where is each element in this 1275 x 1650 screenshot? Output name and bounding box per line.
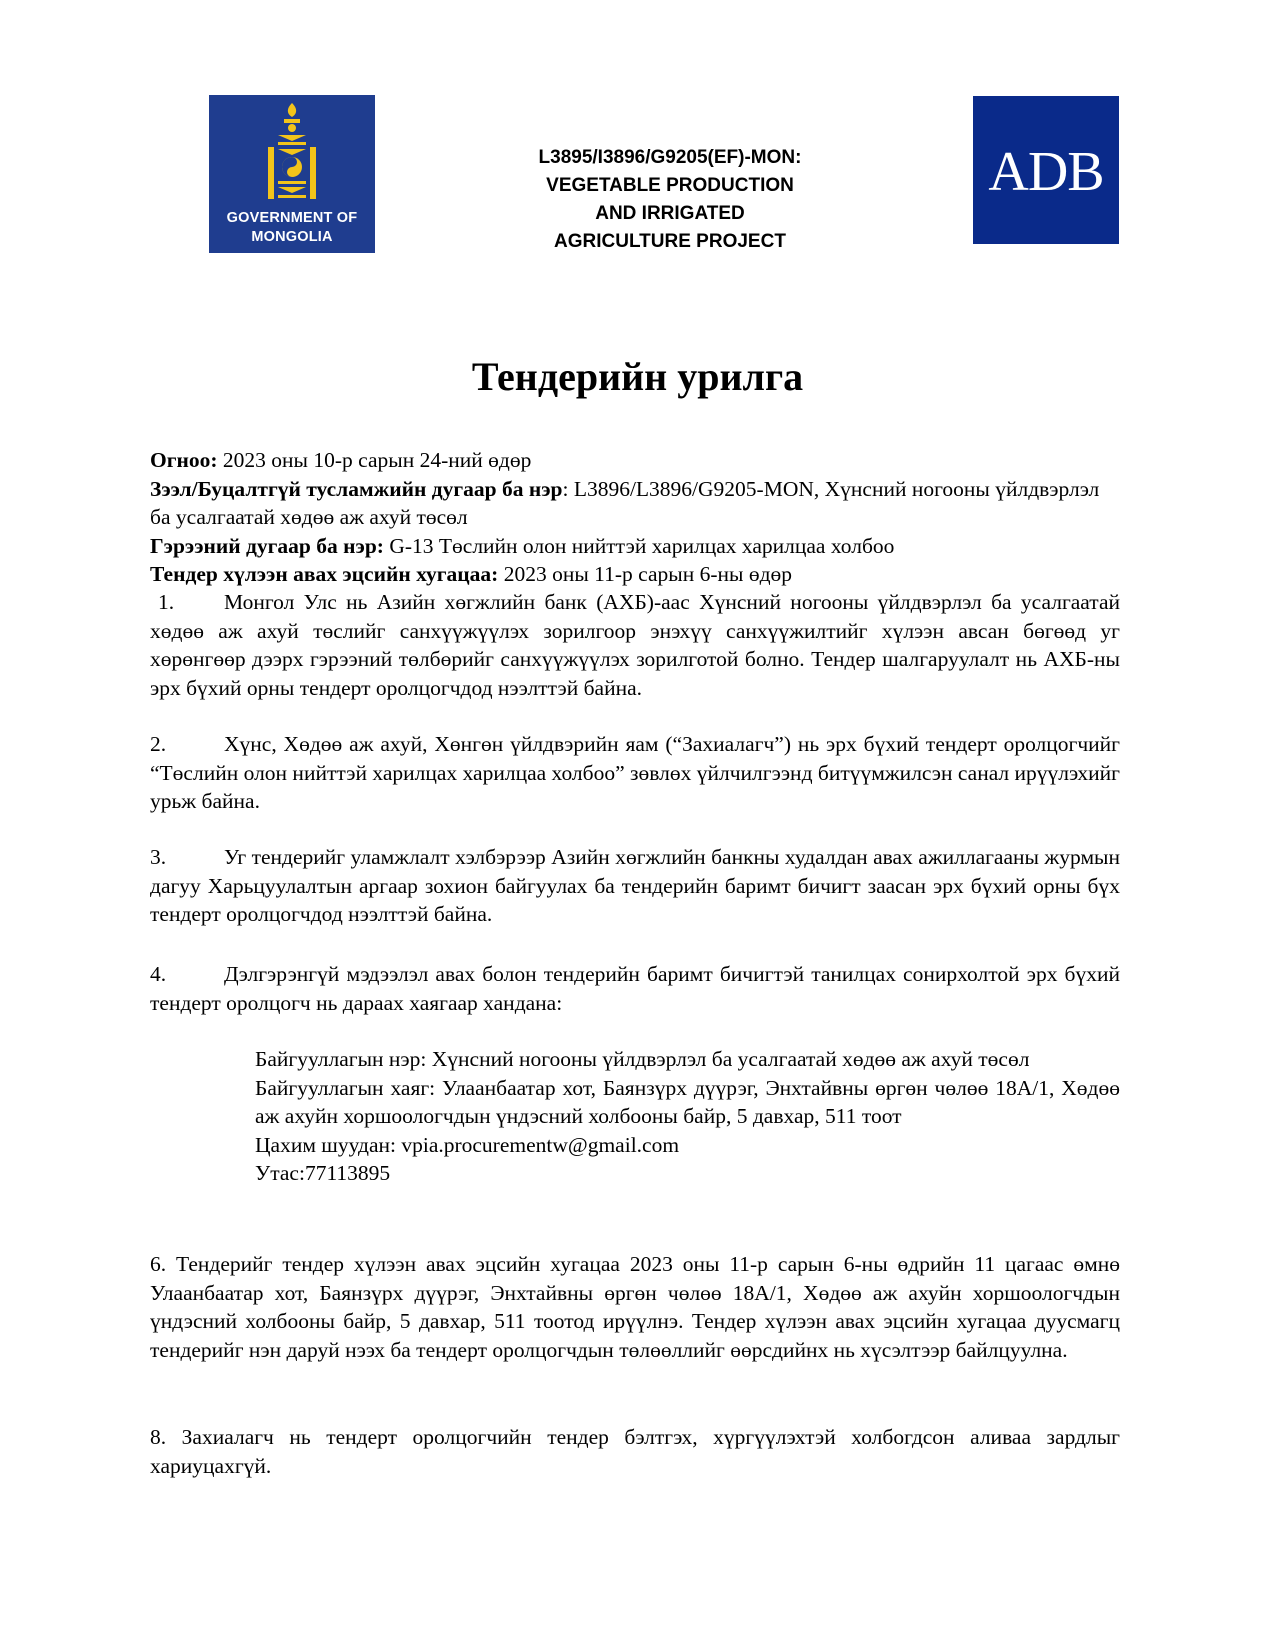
paragraph-1 <box>150 588 1120 702</box>
organization-address: Байгууллагын хаяг: Улаанбаатар хот, Баянзүрх дүүрэг, Энхтайвны өргөн чөлөө 18А/1, Хөдөө аж ахуйн хоршоологчдын үндэсний холбооны байр, 5 давхар, 511 тоот <box>255 1075 1120 1128</box>
contact-phone: Утас:77113895 <box>255 1161 391 1185</box>
paragraph-text: Уг тендерийг уламжлалт хэлбэрээр Азийн хөгжлийн банкны худалдан авах ажиллагааны журмын дагуу Харьцуулалтын аргаар зохион байгуулах ба тендерийн баримт бичигт заасан эрх бүхий орны бүх тендерт оролцогчдод нээлттэй байна. <box>150 845 1120 926</box>
organization-name: Байгууллагын нэр: Хүнсний ногооны үйлдвэрлэл ба усалгаатай хөдөө аж ахуй төсөл <box>255 1047 1030 1071</box>
soyombo-emblem-icon <box>264 101 320 205</box>
paragraph-number: 2. <box>150 732 167 756</box>
meta-deadline <box>150 560 1120 589</box>
project-line-2: VEGETABLE PRODUCTION <box>546 175 794 196</box>
project-line-4: AGRICULTURE PROJECT <box>554 231 786 252</box>
page-title: Тендерийн урилга <box>471 354 804 399</box>
project-line-3: AND IRRIGATED <box>595 203 745 224</box>
meta-value: 2023 оны 10-р сарын 24-ний өдөр <box>217 448 532 472</box>
government-of-mongolia-logo <box>209 95 375 253</box>
meta-label: Тендер хүлээн авах эцсийн хугацаа: <box>150 562 499 586</box>
paragraph-8: 8. Захиалагч нь тендерт оролцогчийн тендер бэлтгэх, хүргүүлэхтэй холбогдсон аливаа зардлыг хариуцахгүй. <box>150 1425 1120 1478</box>
gov-logo-line-2: MONGOLIA <box>251 229 333 245</box>
contact-email: Цахим шуудан: vpia.procurementw@gmail.com <box>255 1132 680 1157</box>
meta-loan <box>150 475 1120 532</box>
paragraph-4 <box>150 960 1120 1017</box>
project-header <box>470 144 870 256</box>
gov-logo-line-1: GOVERNMENT OF <box>226 210 358 226</box>
paragraph-text: Дэлгэрэнгүй мэдээлэл авах болон тендерийн баримт бичигтэй танилцах сонирхолтой эрх бүхий тендерт оролцогч нь дараах хаягаар хандана: <box>150 962 1120 1015</box>
paragraph-3 <box>150 843 1120 929</box>
meta-label: Гэрээний дугаар ба нэр: <box>150 533 384 558</box>
paragraph-number: 1. <box>158 590 175 614</box>
meta-block <box>150 446 1120 589</box>
meta-value: 2023 оны 11-р сарын 6-ны өдөр <box>498 562 793 586</box>
meta-contract <box>150 532 1120 561</box>
paragraph-number: 4. <box>150 962 167 986</box>
meta-label: Зээл/Буцалтгүй тусламжийн дугаар ба нэр <box>150 476 563 501</box>
paragraph-6: 6. Тендерийг тендер хүлээн авах эцсийн хугацаа 2023 оны 11-р сарын 6-ны өдрийн 11 цагаас өмнө Улаанбаатар хот, Баянзүрх дүүрэг, Энхтайвны өргөн чөлөө 18А/1, Хөдөө аж ахуйн хоршоологчдын үндэсний холбооны байр, 5 давхар, 511 тоотод ирүүлнэ. Тендер хүлээн авах эцсийн хугацаа дуусмагц тендерийг нэн даруй нээх ба тендерт оролцогчдын төлөөллийг өөрсдийнх нь хүсэлтээр байлцуулна. <box>150 1252 1120 1362</box>
contact-address-block <box>255 1045 1120 1188</box>
meta-value: : L3896/L3896/G9205-MON, Хүнсний ногооны үйлдвэрлэл ба усалгаатай хөдөө аж ахуй төсөл <box>150 476 1100 529</box>
adb-logo <box>973 96 1119 244</box>
paragraph-number: 3. <box>150 845 167 869</box>
project-line-1: L3895/I3896/G9205(EF)-MON: <box>538 147 802 168</box>
meta-value: G-13 Төслийн олон нийттэй харилцах харилцаа холбоо <box>383 533 895 558</box>
adb-logo-text: ADB <box>988 141 1104 203</box>
meta-date <box>150 446 1120 475</box>
paragraph-text: Монгол Улс нь Азийн хөгжлийн банк (АХБ)-аас Хүнсний ногооны үйлдвэрлэл ба усалгаатай хөдөө аж ахуй төслийг санхүүжүүлэх зорилгоор энэхүү санхүүжилтийг хүлээн авсан бөгөөд уг хөрөнгөөр дээрх гэрээний төлбөрийг санхүүжүүлэх зорилготой болно. Тендер шалгаруулалт нь АХБ-ны эрх бүхий орны тендерт оролцогчдод нээлттэй байна. <box>150 590 1120 700</box>
paragraph-2 <box>150 730 1120 816</box>
paragraph-text: Хүнс, Хөдөө аж ахуй, Хөнгөн үйлдвэрийн яам (“Захиалагч”) нь эрх бүхий тендерт оролцогчийг “Төслийн олон нийттэй харилцах харилцаа холбоо” зөвлөх үйлчилгээнд битүүмжилсэн санал ирүүлэхийг урьж байна. <box>150 732 1120 813</box>
meta-label: Огноо: <box>150 448 218 472</box>
